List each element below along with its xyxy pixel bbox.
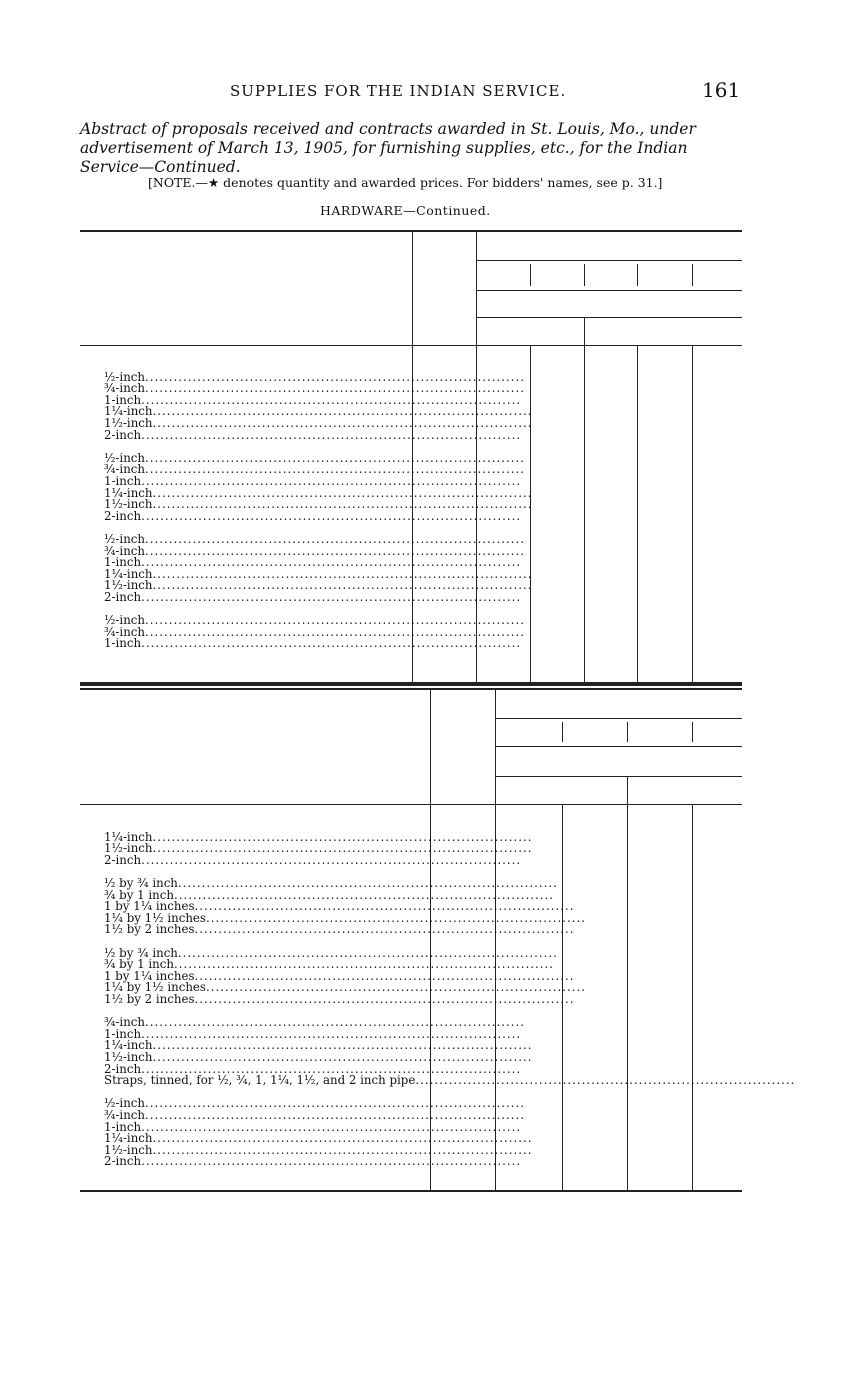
item-name: 1-inch — [104, 474, 142, 488]
leader-dots: ................................................................................ — [152, 829, 533, 844]
leader-dots: ................................................................................ — [145, 381, 525, 396]
leader-dots: ................................................................................ — [194, 922, 575, 937]
row-label — [104, 1154, 522, 1169]
leader-dots: ................................................................................ — [152, 485, 533, 500]
leader-dots: ................................................................................ — [194, 899, 575, 914]
item-name: 1-inch — [104, 636, 142, 651]
row-label — [104, 922, 575, 937]
bidder-col-divider — [530, 345, 531, 682]
leader-dots: ................................................................................ — [141, 508, 522, 523]
item-name: 1½-inch — [104, 1050, 153, 1064]
leader-dots: ................................................................................ — [152, 1038, 533, 1053]
item-name: 1¼ by 1½ inches — [104, 910, 206, 925]
item-name: 1¼-inch — [104, 404, 153, 419]
leader-dots: ................................................................................ — [152, 1050, 533, 1064]
item-name: 1½ by 2 inches — [104, 922, 195, 937]
leader-dots: ................................................................................ — [141, 427, 522, 442]
item-name: 1¼ by 1½ inches — [104, 980, 206, 995]
item-name: ¾-inch — [104, 1015, 145, 1030]
leader-dots: ................................................................................ — [141, 1061, 522, 1076]
item-name: ½-inch — [104, 1096, 145, 1111]
item-name: ¾-inch — [104, 543, 145, 558]
item-name: 1 by 1¼ inches — [104, 899, 195, 914]
header-rule — [495, 718, 742, 719]
row-label — [104, 590, 522, 604]
leader-dots: ................................................................................ — [177, 876, 558, 890]
leader-dots: ................................................................................ — [145, 462, 525, 477]
item-name: 1½-inch — [104, 841, 153, 856]
leader-dots: ................................................................................ — [152, 841, 533, 856]
leader-dots: ................................................................................ — [205, 910, 586, 925]
item-name: 1½-inch — [104, 497, 153, 512]
row-label — [104, 508, 522, 523]
table-top-rule — [80, 230, 742, 232]
bidder-divider — [637, 264, 638, 286]
leader-dots: ................................................................................ — [141, 1119, 522, 1134]
section-heading: HARDWARE—Continued. — [320, 203, 491, 218]
table-top-rule — [80, 688, 742, 690]
table-top-rule-double — [80, 684, 742, 686]
place-divider — [584, 317, 585, 682]
item-name: 2-inch — [104, 1061, 142, 1076]
leader-dots: ................................................................................ — [145, 532, 525, 546]
leader-dots: ................................................................................ — [145, 1108, 525, 1122]
item-name: ½-inch — [104, 532, 145, 546]
item-name: 1-inch — [104, 1026, 142, 1041]
leader-dots: ................................................................................ — [145, 450, 525, 465]
item-name: ¾-inch — [104, 624, 145, 639]
bidder-divider — [627, 722, 628, 742]
item-name: 1½-inch — [104, 1142, 153, 1157]
leader-dots: ................................................................................ — [152, 1131, 533, 1146]
leader-dots: ................................................................................ — [141, 590, 522, 604]
leader-dots: ................................................................................ — [205, 980, 586, 995]
row-label — [104, 636, 522, 651]
leader-dots: ................................................................................ — [145, 1015, 525, 1030]
leader-dots: ................................................................................ — [152, 578, 533, 593]
item-name: 1-inch — [104, 392, 142, 407]
bidder-divider — [562, 722, 563, 742]
leader-dots: ................................................................................ — [145, 543, 525, 558]
leader-dots: ................................................................................ — [194, 992, 575, 1006]
item-name: ½-inch — [104, 450, 145, 465]
leader-dots: ................................................................................ — [177, 945, 558, 960]
leader-dots: ................................................................................ — [141, 852, 522, 867]
leader-dots: ................................................................................ — [194, 968, 575, 983]
header-rule — [476, 317, 742, 318]
leader-dots: ................................................................................ — [173, 887, 554, 902]
leader-dots: ................................................................................ — [141, 1154, 522, 1169]
leader-dots: ................................................................................ — [145, 613, 525, 628]
item-name: ½-inch — [104, 613, 145, 628]
leader-dots: ................................................................................ — [152, 416, 533, 430]
leader-dots: ................................................................................ — [145, 1096, 525, 1111]
item-name: 2-inch — [104, 508, 142, 523]
header-rule — [476, 290, 742, 291]
item-name: 1¼-inch — [104, 566, 153, 581]
item-name: 1¼-inch — [104, 1038, 153, 1053]
page-number: 161 — [702, 78, 741, 102]
leader-dots: ................................................................................ — [145, 369, 525, 384]
leader-dots: ................................................................................ — [152, 404, 533, 419]
item-name: 1½ by 2 inches — [104, 992, 195, 1006]
item-name: 1½-inch — [104, 416, 153, 430]
item-name: ¾-inch — [104, 1108, 145, 1122]
header-rule — [495, 746, 742, 747]
leader-dots: ................................................................................ — [152, 497, 533, 512]
running-header — [0, 78, 862, 104]
bidder-col-divider — [692, 804, 693, 1190]
item-name: ½-inch — [104, 369, 145, 384]
leader-dots: ................................................................................ — [141, 392, 522, 407]
item-name: ½ by ¾ inch — [104, 876, 178, 890]
bidder-col-divider — [637, 345, 638, 682]
header-rule — [495, 776, 742, 777]
item-name: 1 by 1¼ inches — [104, 968, 195, 983]
running-title: SUPPLIES FOR THE INDIAN SERVICE. — [230, 82, 567, 100]
note-line: [NOTE.—★ denotes quantity and awarded prices. For bidders' names, see p. 31.] — [148, 175, 663, 190]
leader-dots: ................................................................................ — [141, 474, 522, 488]
leader-dots: ................................................................................ — [152, 566, 533, 581]
row-label — [104, 852, 522, 867]
item-name: 1-inch — [104, 555, 142, 570]
row-label — [104, 1073, 796, 1088]
item-name: 2-inch — [104, 852, 142, 867]
leader-dots: ................................................................................ — [152, 1142, 533, 1157]
item-name: ¾-inch — [104, 381, 145, 396]
leader-dots: ................................................................................ — [173, 957, 554, 972]
leader-dots: ................................................................................ — [141, 636, 522, 651]
item-name: 1-inch — [104, 1119, 142, 1134]
item-name: ¾ by 1 inch — [104, 887, 174, 902]
item-name: Straps, tinned, for ½, ¾, 1, 1¼, 1½, and 2 inch pipe — [104, 1073, 416, 1088]
bidder-divider — [692, 264, 693, 286]
bidder-divider — [692, 722, 693, 742]
bidder-divider — [584, 264, 585, 286]
item-name: 1¼-inch — [104, 1131, 153, 1146]
item-name: ¾-inch — [104, 462, 145, 477]
item-name: 2-inch — [104, 590, 142, 604]
item-name: ¾ by 1 inch — [104, 957, 174, 972]
leader-dots: ................................................................................ — [141, 1026, 522, 1041]
bidder-col-divider — [692, 345, 693, 682]
header-bottom-rule — [80, 345, 742, 346]
header-bottom-rule — [80, 804, 742, 805]
table-bottom-rule — [80, 1190, 742, 1192]
item-name: 2-inch — [104, 1154, 142, 1169]
leader-dots: ................................................................................ — [141, 555, 522, 570]
item-name: 1¼-inch — [104, 485, 153, 500]
header-rule — [476, 260, 742, 261]
place-divider — [627, 776, 628, 1190]
item-name: 2-inch — [104, 427, 142, 442]
item-name: 1½-inch — [104, 578, 153, 593]
row-label — [104, 427, 522, 442]
item-name: 1¼-inch — [104, 829, 153, 844]
leader-dots: ................................................................................ — [145, 624, 525, 639]
leader-dots: ................................................................................ — [415, 1073, 796, 1088]
item-name: ½ by ¾ inch — [104, 945, 178, 960]
bidder-divider — [530, 264, 531, 286]
abstract-caption: Abstract of proposals received and contracts awarded in St. Louis, Mo., under advertisement of March 13, 1905, for furnishing supplies, etc., for the Indian Service—Continued. — [80, 120, 696, 176]
row-label — [104, 992, 575, 1006]
